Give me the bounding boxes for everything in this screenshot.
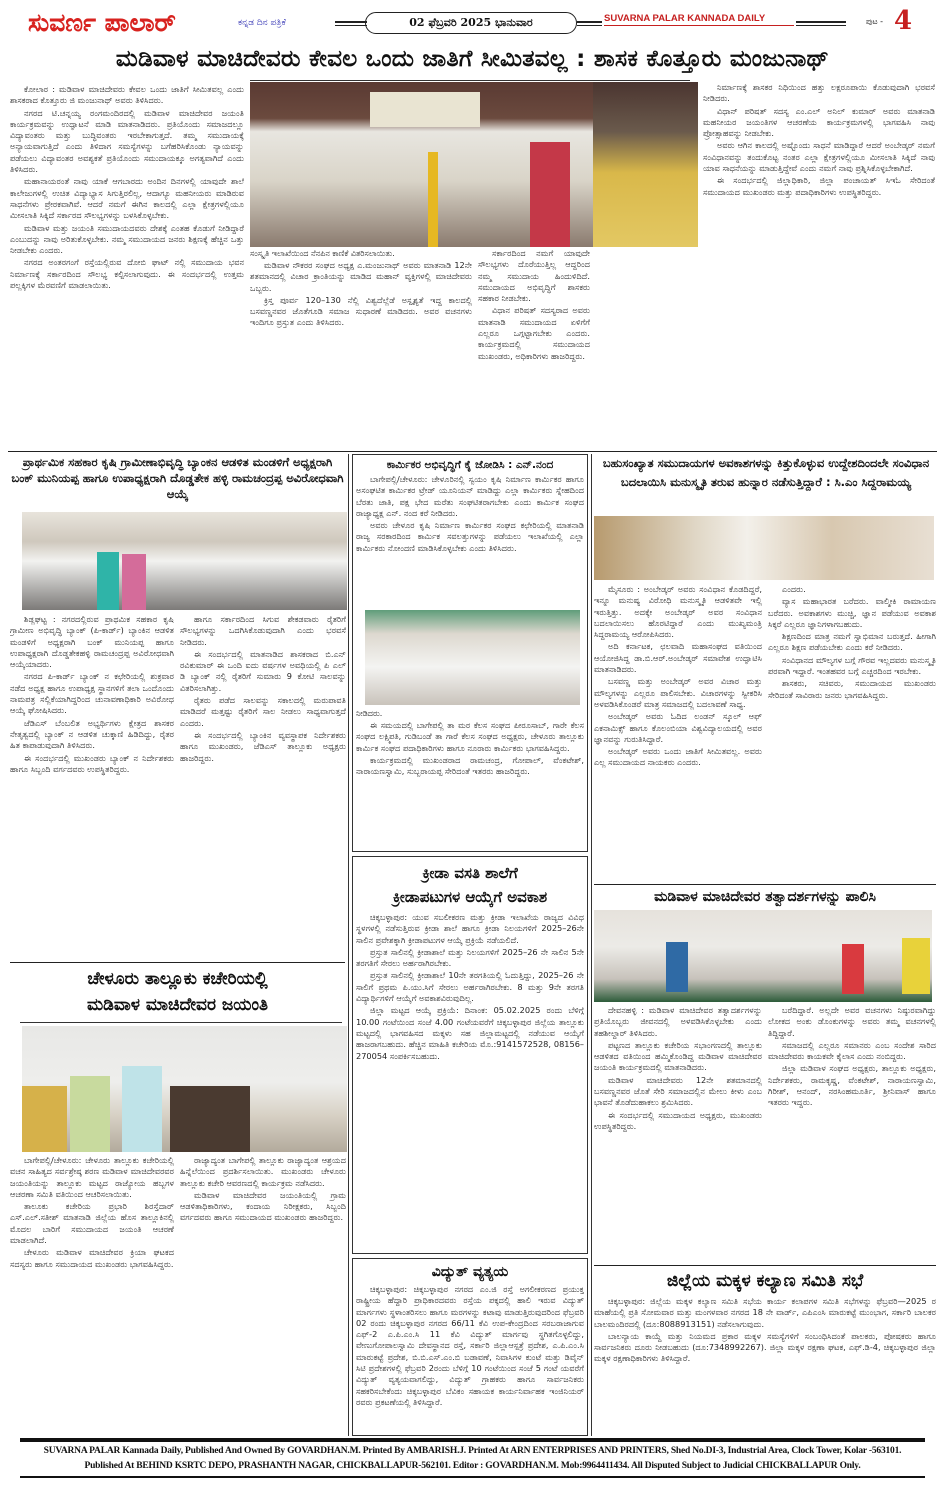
english-paper-name: SUVARNA PALAR KANNADA DAILY [604, 12, 794, 26]
chelur-col-1 [10, 1155, 174, 1436]
paragraph: ಅವರು ಆಗಿನ ಕಾಲದಲ್ಲಿ ಅಷ್ಟೊಂದು ಸಾಧನೆ ಮಾಡಿದ್ದಾರೆ ಆದರೆ ಅಂಬೇಡ್ಕರ್ ನಮಗೆ ಸಂವಿಧಾನವನ್ನು ತಂದುಕೊಟ್ಟ ನಂತರ ಎಲ್ಲಾ ಕ್ಷೇತ್ರಗಳಲ್ಲಿಯೂ ಮೀಸಲಾತಿ ಸಿಕ್ಕಿದೆ ನಾವು ಯಾವ ಸಾಧನೆಯನ್ನು ಮಾಡುತ್ತಿದ್ದೇವೆ ಎಂದು ನಮಗೆ ನಾವು ಪ್ರಶ್ನಿಸಿಕೊಳ್ಳಬೇಕಾಗಿದೆ. [703, 140, 935, 174]
devanahalli-col-2 [768, 1005, 936, 1263]
paragraph: ಅದಿ ಕರ್ನಾಟಕ, ಛಲವಾದಿ ಮಹಾಸಂಘದ ವತಿಯಿಂದ ಆಯೋಜಿಸಿದ್ದ ಡಾ.ಬಿ.ಆರ್.ಅಂಬೇಡ್ಕರ್ ಸಮಾವೇಶ ಉದ್ಘಾಟಿಸಿ ಮಾತನಾಡಿದರು. [594, 641, 762, 675]
banner-shape [370, 92, 480, 127]
page-number: 4 [893, 6, 913, 36]
paragraph: ಜಿಲ್ಲಾ ಮಟ್ಟದ ಆಯ್ಕೆ ಪ್ರಕ್ರಿಯೆ: ದಿನಾಂಕ: 05.02.2025 ರಂದು ಬೆಳಿಗ್ಗೆ 10.00 ಗಂಟೆಯಿಂದ ಸಂಜೆ 4.00 ಗಂಟೆಯವರೆಗೆ ಚಿಕ್ಕಬಳ್ಳಾಪುರ ಜಿಲ್ಲೆಯ ತಾಲ್ಲೂಕು ಮಟ್ಟದಲ್ಲಿ ಭಾಗವಹಿಸದ ಮಕ್ಕಳು ಸಹ ಜಿಲ್ಲಾಮಟ್ಟದಲ್ಲಿ ನಡೆಯುವ ಆಯ್ಕೆಗೆ ಹಾಜರಾಗಬಹುದು. ಹೆಚ್ಚಿನ ಮಾಹಿತಿ ಕಚೇರಿಯ ಮೊ.:9141572528, 08156–270054 ಸಂಪರ್ಕಿಸಬಹುದು. [356, 1005, 584, 1061]
paragraph: ಮೈಸೂರು : ಅಂಬೇಡ್ಕರ್ ಅವರು ಸಂವಿಧಾನ ಕೊಡದಿದ್ದರೆ, ಇನ್ನೂ ಮನುಷ್ಯ ವಿರೋಧಿ ಮನುಸ್ಮೃತಿ ಆಡಳಿತವೇ ಇಲ್ಲಿ ಇರುತ್ತಿತ್ತು. ಅದಕ್ಕೇ ಅಂಬೇಡ್ಕರ್ ಅವರ ಸಂವಿಧಾನ ಬದಲಾಯಿಸಲು ಹೊರಟಿದ್ದಾರೆ ಎಂದು ಮುಖ್ಯಮಂತ್ರಿ ಸಿದ್ದರಾಮಯ್ಯ ಆರೋಪಿಸಿದರು. [594, 584, 762, 640]
saree-shape [97, 552, 119, 610]
paragraph: ನಿರ್ಮಾಣಕ್ಕೆ ಶಾಸಕರ ನಿಧಿಯಿಂದ ಹತ್ತು ಲಕ್ಷರೂಪಾಯಿ ಕೊಡುವುದಾಗಿ ಭರವಸೆ ನೀಡಿದರು. [703, 82, 935, 104]
section-divider [20, 1022, 342, 1023]
bank-col-1 [10, 614, 174, 956]
paragraph: ವ್ಯಾಸ ಮಹಾಭಾರತ ಬರೆದರು. ವಾಲ್ಮೀಕಿ ರಾಮಾಯಣ ಬರೆದರು. ಅವಕಾಶಗಳು ಮುಚ್ಚಿ, ಜ್ಞಾನ ಪಡೆಯುವ ಅವಕಾಶ ಸಿಕ್ಕರೆ ಎಲ್ಲರೂ ಜ್ಞಾನಿಗಳಾಗಬಹುದು. [768, 596, 936, 629]
paragraph: ಚಿಕ್ಕಬಳ್ಳಾಪುರ: ಯುವ ಸಬಲೀಕರಣ ಮತ್ತು ಕ್ರೀಡಾ ಇಲಾಖೆಯ ರಾಜ್ಯದ ವಿವಿಧ ಸ್ಥಳಗಳಲ್ಲಿ ನಡೆಸುತ್ತಿರುವ ಕ್ರೀಡಾ ಶಾಲೆ ಹಾಗೂ ಕ್ರೀಡಾ ನಿಲಯಗಳಿಗೆ 2025–26ನೇ ಸಾಲಿನ ಪ್ರವೇಶಕ್ಕಾಗಿ ಕ್ರೀಡಾಪಟುಗಳ ಆಯ್ಕೆ ಪ್ರಕ್ರಿಯೆ ನಡೆಯಲಿದೆ. [356, 912, 584, 945]
lead-col-1 [10, 84, 244, 446]
paragraph: ಮಡಿವಾಳ ನೌಕರರ ಸಂಘದ ಅಧ್ಯಕ್ಷ ಎ.ಮಂಜುನಾಥ್ ಅವರು ಮಾತನಾಡಿ 12ನೇ ಶತಮಾನದಲ್ಲಿ ವಿಚಾರ ಕ್ರಾಂತಿಯನ್ನು ಮಾಡಿದ ಮಹಾನ್ ವ್ಯಕ್ತಿಗಳಲ್ಲಿ ಮಾಚಿದೇವರು ಒಬ್ಬರು. [250, 260, 472, 293]
labour-intro [356, 474, 584, 608]
section-divider [594, 1265, 936, 1266]
footer-line-1: SUVARNA PALAR Kannada Daily, Published And Owned By GOVARDHAN.M. Printed By AMBARISH.J. Printed At ARN ENTERPRISES AND PRINTERS, Shed No.DI-3, Industrial Area, Clock Tower, Kolar -563101. [43, 1446, 902, 1456]
shirt-shape [902, 938, 930, 994]
chelur-headline-line1: ಚೇಳೂರು ತಾಲ್ಲೂಕು ಕಚೇರಿಯಲ್ಲಿ [87, 969, 268, 989]
bank-col-2 [180, 614, 346, 956]
devanahalli-photo [594, 910, 932, 1002]
cm-col-1 [594, 584, 762, 884]
masthead-logo: ಸುವರ್ಣ ಪಾಲಾರ್ [28, 8, 176, 37]
paragraph: ಮಹಾನಾಯರಂತೆ ನಾವು ಯಾಕೆ ಆಗಬಾರದು ಅಂದಿನ ದಿನಗಳಲ್ಲಿ ಯಾವುದೇ ಶಾಲೆ ಕಾಲೇಜುಗಳಲ್ಲಿ ಉಚಿತ ವಿದ್ಯಾಭ್ಯಾಸ ಸಿಗುತ್ತಿರಲಿಲ್ಲ, ಆದಾಗ್ಯೂ ಮಹನೀಯರು ಮಾಡಿರುವ ಸಾಧನೆಗಳು ಪ್ರೇರಕವಾಗಿವೆ. ಆದರೆ ನಮಗೆ ಈಗಿನ ಕಾಲದಲ್ಲಿ ಎಲ್ಲಾ ಕ್ಷೇತ್ರಗಳಲ್ಲಿಯೂ ಮೀಸಲಾತಿ ಸಿಕ್ಕಿದೆ ಸರ್ಕಾರದ ಸೌಲಭ್ಯಗಳನ್ನು ಬಳಸಿಕೊಳ್ಳಬೇಕು. [10, 176, 244, 221]
chelur-col-2 [180, 1155, 346, 1436]
paragraph: ರಾಜ್ಯಾದ್ಯಂತ ಬಾಗೇಪಲ್ಲಿ ತಾಲ್ಲೂಕು ರಾಜ್ಯಾದ್ಯಂತ ಆಶ್ರಯದ ಹಿನ್ನೆಲೆಯಿಂದ ಪ್ರದರ್ಶಿಸಲಾಯಿತು. ಮುಖಂಡರು ಚೇಳೂರು ತಾಲ್ಲೂಕು ಕಚೇರಿ ಆವರಣದಲ್ಲಿ ಕಾರ್ಯಕ್ರಮ ನಡೆಸಿದರು. [180, 1155, 346, 1188]
paragraph: ಶಿಡ್ಲಘಟ್ಟ : ನಗರದಲ್ಲಿರುವ ಪ್ರಾಥಮಿಕ ಸಹಕಾರ ಕೃಷಿ ಗ್ರಾಮೀಣ ಅಭಿವೃದ್ಧಿ ಬ್ಯಾಂಕ್ (ಪಿ-ಕಾರ್ಡ್) ಬ್ಯಾಂಕಿನ ಆಡಳಿತ ಮಂಡಳಿಗೆ ಅಧ್ಯಕ್ಷರಾಗಿ ಬಂಕ್ ಮುನಿಯಪ್ಪ ಹಾಗೂ ಉಪಾಧ್ಯಕ್ಷರಾಗಿ ದೊಡ್ಡತೇಕಹಳ್ಳಿ ರಾಮಚಂದ್ರಪ್ಪ ಅವಿರೋಧವಾಗಿ ಆಯ್ಕೆಯಾದರು. [10, 614, 174, 670]
devanahalli-headline: ಮಡಿವಾಳ ಮಾಚಿದೇವರ ತತ್ವಾದರ್ಶಗಳನ್ನು ಪಾಲಿಸಿ [654, 889, 876, 905]
sports-headline-line2: ಕ್ರೀಡಾಪಟುಗಳ ಆಯ್ಕೆಗೆ ಅವಕಾಶ [392, 888, 548, 906]
paragraph: ಬಸವಣ್ಣ ಮತ್ತು ಅಂಬೇಡ್ಕರ್ ಅವರ ವಿಚಾರ ಮತ್ತು ಮೌಲ್ಯಗಳನ್ನು ಎಲ್ಲರೂ ಪಾಲಿಸಬೇಕು. ವಿಚಾರಗಳನ್ನು ಸ್ವೀಕರಿಸಿ ಅಳವಡಿಸಿಕೊಂಡರೆ ಮಾತ್ರ ಸಮಾಜದಲ್ಲಿ ಬದಲಾವಣೆ ಸಾಧ್ಯ. [594, 676, 762, 709]
paragraph: ಬಾಗೇಪಲ್ಲಿ/ಚೇಳೂರು: ಚೇಳೂರಿನಲ್ಲಿ ಸ್ವಯಂ ಕೃಷಿ ನಿರ್ಮಾಣ ಕಾರ್ಮಿಕರ ಹಾಗೂ ಅಸಂಘಟಿತ ಕಾರ್ಮಿಕರ ಟ್ರೇಡ್ ಯೂನಿಯನ್ ಮಾಡಿದ್ದು ಎಲ್ಲಾ ಕಾರ್ಮಿಕರು ಸ್ನೇಹದಿಂದ ಬೆರತು ಜಾತಿ, ಪಕ್ಷ ಭೇದ ಮರೆತು ಸಂಘಟಿತರಾಗಬೇಕು ಎಂದು ಕಾರ್ಮಿಕ ಸಂಘದ ರಾಜ್ಯಾಧ್ಯಕ್ಷ ಎನ್. ನಂದ ಕರೆ ನೀಡಿದರು. [356, 474, 584, 518]
lamp-shape [428, 152, 438, 247]
issue-date: 02 ಫೆಬ್ರವರಿ 2025 ಭಾನುವಾರ [365, 12, 577, 34]
lead-photo-lamp-lighting [250, 82, 593, 247]
paragraph: ದೇವನಹಳ್ಳಿ : ಮಡಿವಾಳ ಮಾಚಿದೇವರ ತತ್ವಾದರ್ಶಗಳನ್ನು ಪ್ರತಿಯೊಬ್ಬರು ಜೀವನದಲ್ಲಿ ಅಳವಡಿಸಿಕೊಳ್ಳಬೇಕು ಎಂದು ತಹಶೀಲ್ದಾರ್ ತಿಳಿಸಿದರು. [594, 1005, 762, 1038]
saree-shape [530, 142, 570, 247]
child-welfare-headline: ಜಿಲ್ಲೆಯ ಮಕ್ಕಳ ಕಲ್ಯಾಣ ಸಮಿತಿ ಸಭೆ [666, 1271, 864, 1291]
section-divider [8, 451, 937, 452]
paragraph: ಈ ಸಂದರ್ಭದಲ್ಲಿ ಬ್ಯಾಂಕಿನ ವ್ಯವಸ್ಥಾಪಕ ನಿರ್ದೇಶಕರು ಹಾಗೂ ಮುಖಂಡರು, ಜೆಡಿಎಸ್ ತಾಲ್ಲೂಕು ಅಧ್ಯಕ್ಷರು ಹಾಜರಿದ್ದರು. [180, 729, 346, 763]
paragraph: ಹಾಗೂ ಸರ್ಕಾರದಿಂದ ಸಿಗುವ ಶೇಕಡವಾರು ರೈತರಿಗೆ ಸೌಲಭ್ಯಗಳನ್ನು ಒದಗಿಸಿಕೊಡುವುದಾಗಿ ಎಂದು ಭರವಸೆ ನೀಡಿದರು. [180, 614, 346, 647]
paragraph: ಸಂವಿಧಾನದ ಮೌಲ್ಯಗಳ ಬಗ್ಗೆ ಗೌರವ ಇಲ್ಲದವರು ಮನುಸ್ಮೃತಿ ಪರವಾಗಿ ಇದ್ದಾರೆ. ಇಂತಹವರ ಬಗ್ಗೆ ಎಚ್ಚರದಿಂದ ಇರಬೇಕು. [768, 654, 936, 677]
bank-headline: ಪ್ರಾರ್ಥಮಿಕ ಸಹಕಾರ ಕೃಷಿ ಗ್ರಾಮೀಣಾಭಿವೃದ್ಧಿ ಬ್ಯಾಂಕನ ಆಡಳಿತ ಮಂಡಳಿಗೆ ಅಧ್ಯಕ್ಷರಾಗಿ ಬಂಕ್ ಮುನಿಯಪ್ಪ ಹಾಗೂ ಉಪಾಧ್ಯಕ್ಷರಾಗಿ ದೊಡ್ಡತೇಕ ಹಳ್ಳಿ ರಾಮಚಂದ್ರಪ್ಪ ಅವಿರೋಧವಾಗಿ ಆಯ್ಕೆ [11, 455, 344, 501]
masthead-tagline: ಕನ್ನಡ ದಿನ ಪತ್ರಿಕೆ [238, 18, 286, 28]
paragraph: ಈ ಸಂದರ್ಭದಲ್ಲಿ ಮುಖಂಡರು ಬ್ಯಾಂಕ್ ನ ನಿರ್ದೇಶಕರು ಹಾಗೂ ಸಿಬ್ಬಂದಿ ವರ್ಗದವರು ಉಪಸ್ಥಿತರಿದ್ದರು. [10, 752, 174, 774]
footer-line-2: Published At BEHIND KSRTC DEPO, PRASHANTH NAGAR, CHICKBALLAPUR-562101. Editor : GOVARDHAN.M. Mob:9964411434. All Disputed Subject to Judicial CHICKBALLAPUR Only. [84, 1461, 861, 1471]
cm-headline: ಬಹುಸಂಖ್ಯಾತ ಸಮುದಾಯಗಳ ಅವಕಾಶಗಳನ್ನು ಕಿತ್ತುಕೊಳ್ಳುವ ಉದ್ದೇಶದಿಂದಲೇ ಸಂವಿಧಾನ ಬದಲಾಯಿಸಿ ಮನುಸ್ಮೃತಿ ತರುವ ಹುನ್ನಾರ ನಡೆಸುತ್ತಿದ್ದಾರೆ : ಸಿ.ಎಂ ಸಿದ್ದರಾಮಯ್ಯ [602, 456, 930, 489]
paragraph: ಪಟ್ಟಣದ ತಾಲ್ಲೂಕು ಕಚೇರಿಯ ಸಭಾಂಗಣದಲ್ಲಿ ತಾಲ್ಲೂಕು ಆಡಳಿತದ ವತಿಯಿಂದ ಹಮ್ಮಿಕೊಂಡಿದ್ದ ಮಡಿವಾಳ ಮಾಚಿದೇವರ ಜಯಂತಿ ಕಾರ್ಯಕ್ರಮದಲ್ಲಿ ಮಾತನಾಡಿದರು. [594, 1039, 762, 1073]
lead-headline: ಮಡಿವಾಳ ಮಾಚಿದೇವರು ಕೇವಲ ಒಂದು ಜಾತಿಗೆ ಸೀಮಿತವಲ್ಲ : ಶಾಸಕ ಕೊತ್ತೂರು ಮಂಜುನಾಥ್ [115, 46, 830, 72]
paragraph: ಚೇಳೂರು ಮಡಿವಾಳ ಮಾಚಿದೇವರ ಕ್ರಿಯಾ ಘಟಕದ ಸದಸ್ಯರು ಹಾಗೂ ಸಮುದಾಯದ ಮುಖಂಡರು ಭಾಗವಹಿಸಿದ್ದರು. [10, 1247, 174, 1269]
masthead-rule-left [335, 21, 367, 26]
paragraph: ಅಂಬೇಡ್ಕರ್ ಅವರು ಒಂದು ಜಾತಿಗೆ ಸೀಮಿತವಲ್ಲ. ಅವರು ಎಲ್ಲ ಸಮುದಾಯದ ನಾಯಕರು ಎಂದರು. [594, 746, 762, 768]
cm-col-2 [768, 584, 936, 884]
column-rule [591, 454, 592, 1436]
paragraph: ಬಾಲನ್ಯಾಯ ಕಾಯ್ದೆ ಮತ್ತು ನಿಯಮದ ಪ್ರಕಾರ ಮಕ್ಕಳ ಸಮಸ್ಯೆಗಳಿಗೆ ಸಂಬಂಧಿಸಿದಂತೆ ಪಾಲಕರು, ಪೋಷಕರು ಹಾಗೂ ಸಾರ್ವಜನಿಕರು ದೂರು ನೀಡಬಹುದು (ದೂ:7348992267). ಜಿಲ್ಲಾ ಮಕ್ಕಳ ರಕ್ಷಣಾ ಘಟಕ, ಎಫ್.ಡಿ-4, ಚಿಕ್ಕಬಳ್ಳಾಪುರ ಜಿಲ್ಲಾ ಮಕ್ಕಳ ರಕ್ಷಣಾಧಿಕಾರಿಗಳು ತಿಳಿಸಿದ್ದಾರೆ. [594, 1330, 936, 1364]
paragraph: ಮಡಿವಾಳ ಮತ್ತು ಜಯಂತಿ ಸಮುದಾಯದವರು ದೇಶಕ್ಕೆ ಎಂತಹ ಕೊಡುಗೆ ನೀಡಿದ್ದಾರೆ ಎಂಬುದನ್ನು ನಾವು ಅರಿತುಕೊಳ್ಳಬೇಕು. ನಮ್ಮ ಸಮುದಾಯದ ಜನರು ಶಿಕ್ಷಣಕ್ಕೆ ಹೆಚ್ಚಿನ ಒತ್ತು ನೀಡಬೇಕು ಎಂದರು. [10, 222, 244, 256]
paragraph: ಕ್ರಿಸ್ತ ಪೂರ್ವ 120–130 ನೆಲ್ಲಿ ವಿಶ್ವದೆಲ್ಲೆಡೆ ಅಸ್ಪೃಶ್ಯತೆ ಇದ್ದ ಕಾಲದಲ್ಲಿ ಬಸವಣ್ಣನವರ ಜೊತೆಗೂಡಿ ಸಮಾಜ ಸುಧಾರಣೆ ಮಾಡಿದರು. ಅವರ ವಚನಗಳು ಇಂದಿಗೂ ಪ್ರಸ್ತುತ ಎಂದು ತಿಳಿಸಿದರು. [250, 294, 472, 328]
paragraph: ಪ್ರಸ್ತುತ ಸಾಲಿನಲ್ಲಿ ಕ್ರೀಡಾಶಾಲೆ 10ನೇ ತರಗತಿಯಲ್ಲಿ ಓದುತ್ತಿದ್ದು, 2025–26 ನೇ ಸಾಲಿಗೆ ಪ್ರಥಮ ಪಿ.ಯು.ಸಿಗೆ ಸೇರಲು ಅರ್ಹರಾಗಿರಬೇಕು. 8 ಮತ್ತು 9ನೇ ತರಗತಿ ವಿದ್ಯಾರ್ಥಿಗಳಿಗೆ ಆಯ್ಕೆಗೆ ಅವಕಾಶವಿರುವುದಿಲ್ಲ. [356, 970, 584, 1004]
lead-rule [250, 80, 690, 81]
paragraph: ಬಾಗೇಪಲ್ಲಿ/ಚೇಳೂರು: ಚೇಳೂರು ತಾಲ್ಲೂಕು ಕಚೇರಿಯಲ್ಲಿ ವಚನ ಸಾಹಿತ್ಯದ ಸರ್ವಶ್ರೇಷ್ಠ ಶರಣ ಮಡಿವಾಳ ಮಾಚಿದೇವರವರ ಜಯಂತಿಯನ್ನು ತಾಲ್ಲೂಕು ಮಟ್ಟದ ರಾಜ್ಯೋಯ ಹಬ್ಬಗಳ ಆಚರಣಾ ಸಮಿತಿ ವತಿಯಿಂದ ಆಚರಿಸಲಾಯಿತು. [10, 1155, 174, 1199]
labour-headline: ಕಾರ್ಮಿಕರ ಅಭಿವೃದ್ಧಿಗೆ ಕೈ ಜೋಡಿಸಿ : ಎನ್.ನಂದ [386, 459, 554, 471]
paragraph: ವಿಧಾನ್ ಪರಿಷತ್ ಸದಸ್ಯ ಎಂ.ಎಲ್ ಅನಿಲ್ ಕುಮಾರ್ ಅವರು ಮಾತನಾಡಿ ಮಹನೀಯರ ಜಯಂತಿಗಳ ಆಚರಣೆಯ ಕಾರ್ಯಕ್ರಮಗಳಲ್ಲಿ ಭಾಗವಹಿಸಿ ನಾವು ಪ್ರೋತ್ಸಾಹವನ್ನು ನೀಡಬೇಕು. [703, 105, 935, 139]
labour-body [356, 720, 584, 848]
saree-shape [22, 1086, 67, 1152]
paragraph: ಈ ಸಂದರ್ಭದಲ್ಲಿ ಮಾತನಾಡಿದ ಶಾಸಕರಾದ ಬಿ.ಎನ್ ರವಿಕುಮಾರ್ ಈ ಒಂದಿ ಐದು ವರ್ಷಗಳ ಅವಧಿಯಲ್ಲಿ ಪಿ ಎಲ್ ಡಿ ಬ್ಯಾಂಕ್ ನಲ್ಲಿ ರೈತರಿಗೆ ಸುಮಾರು 9 ಕೋಟಿ ಸಾಲವನ್ನು ವಿತರಿಸಲಾಗಿತ್ತು. [180, 648, 346, 693]
paragraph: ಅಂಬೇಡ್ಕರ್ ಅವರು ಓದಿದ ಲಂಡನ್ ಸ್ಕೂಲ್ ಆಫ್ ಎಕನಾಮಿಕ್ಸ್ ಹಾಗೂ ಕೊಲಂಬಿಯಾ ವಿಶ್ವವಿದ್ಯಾಲಯದಲ್ಲಿ ಅವರ ಜ್ಞಾನವನ್ನು ಗುರುತಿಸಿದ್ದಾರೆ. [594, 711, 762, 744]
paragraph: ಈ ಸಮಯದಲ್ಲಿ ಬಾಗೇಪಲ್ಲಿ ತಾ ಮರ ಕೆಲಸ ಸಂಘದ ಪೀರೂಸಾಬ್, ಗಾರೇ ಕೆಲಸ ಸಂಘದ ಲಕ್ಷ್ಮಿಪತಿ, ಗುಡಿಬಂಡೆ ತಾ ಗಾರೆ ಕೆಲಸ ಸಂಘದ ಅಧ್ಯಕ್ಷರು, ಚೇಳೂರು ತಾಲ್ಲೂಕು ಕಾರ್ಮಿಕ ಸಂಘದ ಪದಾಧಿಕಾರಿಗಳು ಹಾಗೂ ನೂರಾರು ಕಾರ್ಮಿಕರು ಭಾಗವಹಿಸಿದ್ದರು. [356, 720, 584, 753]
lead-photo-women [593, 82, 698, 247]
paragraph: ರೈತರು ಪಡೆದ ಸಾಲವನ್ನು ಸಕಾಲದಲ್ಲಿ ಮರುಪಾವತಿ ಮಾಡಿದರೆ ಮತ್ತಷ್ಟು ರೈತರಿಗೆ ಸಾಲ ನೀಡಲು ಸಾಧ್ಯವಾಗುತ್ತದೆ ಎಂದರು. [180, 695, 346, 728]
masthead-rule-right [796, 21, 846, 26]
paragraph: ಚಿಕ್ಕಬಳ್ಳಾಪುರ: ಚಿಕ್ಕಬಳ್ಳಾಪುರ ನಗರದ ಎಂ.ಜಿ ರಸ್ತೆ ಅಗಲೀಕರಣದ ಪ್ರಯುಕ್ತ ರಾಷ್ಟ್ರೀಯ ಹೆದ್ದಾರಿ ಪ್ರಾಧಿಕಾರದವರು ರಸ್ತೆಯ ಪಕ್ಕದಲ್ಲಿ ಹಾಲಿ ಇರುವ ವಿದ್ಯುತ್ ಮಾರ್ಗಗಳು ಸ್ಥಳಾಂತರಿಸಲು ಹಾಗೂ ಮರಗಳನ್ನು ಕಟಾವು ಮಾಡುತ್ತಿರುವುದರಿಂದ ಫೆಬ್ರವರಿ 02 ರಂದು ಚಿಕ್ಕಬಳ್ಳಾಪುರ ನಗರದ 66/11 ಕೆವಿ ಉಪ-ಕೇಂದ್ರದಿಂದ ಸರಬರಾಜಾಗುವ ಎಫ್-2 ಎ.ಪಿ.ಎಂ.ಸಿ 11 ಕೆವಿ ವಿದ್ಯುತ್ ಮಾರ್ಗವು ಸ್ಥಗಿತಗೊಳ್ಳಲಿದ್ದು, ವೇಣುಗೋಪಾಲಸ್ವಾಮಿ ದೇವಸ್ಥಾನದ ರಸ್ತೆ, ಸರ್ಕಾರಿ ಜಿಲ್ಲಾಆಸ್ಪತ್ರೆ ಪ್ರದೇಶ, ಎ.ಪಿ.ಎಂ.ಸಿ ಮಾರುಕಟ್ಟೆ ಪ್ರದೇಶ, ಬಿ.ಬಿ.ಎಸ್.ಎಂ.ಬಿ ಬಡಾವಣೆ, ನಿವಾಸಿಗಳ ಕುಂಟೆ ಮತ್ತು ಡಿವೈನ್ ಸಿಟಿ ಪ್ರದೇಶಗಳಲ್ಲಿ ಫೆಬ್ರವರಿ 2ರಂದು ಬೆಳಿಗ್ಗೆ 10 ಗಂಟೆಯಿಂದ ಸಂಜೆ 5 ಗಂಟೆ ಯವರೆಗೆ ವಿದ್ಯುತ್ ವ್ಯತ್ಯಯವಾಗಲಿದ್ದು, ವಿದ್ಯುತ್ ಗ್ರಾಹಕರು ಹಾಗೂ ಸಾರ್ವಜನಿಕರು ಸಹಕರಿಸಬೇಕೆಂದು ಚಿಕ್ಕಬಳ್ಳಾಪುರ ಬೆವಿಕಂ ಸಹಾಯಕ ಕಾರ್ಯನಿರ್ವಾಹಕ ಇಂಜಿನಿಯರ್ ರವರು ಪ್ರಕಟಣೆಯಲ್ಲಿ ತಿಳಿಸಿದ್ದಾರೆ. [356, 1284, 584, 1407]
column-rule [348, 454, 349, 1436]
paragraph: ಸರ್ಕಾರದಿಂದ ನಮಗೆ ಯಾವುದೇ ಸೌಲಭ್ಯಗಳು ದೊರೆಯುತ್ತಿಲ್ಲ ಆದ್ದರಿಂದ ನಮ್ಮ ಸಮುದಾಯ ಹಿಂದುಳಿದಿದೆ. ಸಮುದಾಯದ ಅಭಿವೃದ್ಧಿಗೆ ಶಾಸಕರು ಸಹಕಾರ ನೀಡಬೇಕು. [478, 248, 590, 304]
paragraph: ಎಂದರು. [782, 584, 806, 594]
section-divider [10, 962, 345, 963]
paragraph: ಕೋಲಾರ : ಮಡಿವಾಳ ಮಾಚಿದೇವರು ಕೇವಲ ಒಂದು ಜಾತಿಗೆ ಸೀಮಿತವಲ್ಲ ಎಂದು ಶಾಸಕರಾದ ಕೊತ್ತೂರು ಜಿ ಮಂಜುನಾಥ್ ಅವರು ತಿಳಿಸಿದರು. [10, 84, 244, 106]
power-body [356, 1284, 584, 1434]
paragraph: ಮಡಿವಾಳ ಮಾಚಿದೇವರ ಜಯಂತಿಯಲ್ಲಿ ಗ್ರಾಮ ಆಡಳಿತಾಧಿಕಾರಿಗಳು, ಕಂದಾಯ ನಿರೀಕ್ಷಕರು, ಸಿಬ್ಬಂದಿ ವರ್ಗದವರು ಹಾಗೂ ಸಮುದಾಯದ ಮುಖಂಡರು ಹಾಜರಿದ್ದರು. [180, 1189, 346, 1223]
lead-col-4 [703, 82, 935, 448]
paragraph: ಶಾಸಕರು, ಸಚಿವರು, ಸಮುದಾಯದ ಮುಖಂಡರು ಸೇರಿದಂತೆ ಸಾವಿರಾರು ಜನರು ಭಾಗವಹಿಸಿದ್ದರು. [768, 678, 936, 700]
paragraph: ಬರೆದಿದ್ದಾರೆ. ಅಲ್ಲದೇ ಅವರ ವಚನಗಳು ನಿಷ್ಠುರವಾಗಿದ್ದು ಲೋಕದ ಅಂಕು ಡೊಂಕುಗಳನ್ನು ಅವರು ತಮ್ಮ ವಚನಗಳಲ್ಲಿ ತಿದ್ದಿದ್ದಾರೆ. [768, 1005, 936, 1038]
table-shape [170, 1086, 250, 1152]
paragraph: ಜಿಲ್ಲಾ ಮಡಿವಾಳ ಸಂಘದ ಅಧ್ಯಕ್ಷರು, ತಾಲ್ಲೂಕು ಅಧ್ಯಕ್ಷರು, ನಿರ್ದೇಶಕರು, ರಾಮಕೃಷ್ಣ, ವೆಂಕಟೇಶ್, ನಾರಾಯಣಸ್ವಾಮಿ, ಗಿರೀಶ್, ಆನಂದ್, ನರಸಿಂಹಮೂರ್ತಿ, ಶ್ರೀನಿವಾಸ್ ಹಾಗೂ ಇತರರು ಇದ್ದರು. [768, 1063, 936, 1108]
paragraph: ಈ ಸಂದರ್ಭದಲ್ಲಿ ಸಮುದಾಯದ ಅಧ್ಯಕ್ಷರು, ಮುಖಂಡರು ಉಪಸ್ಥಿತರಿದ್ದರು. [594, 1109, 762, 1131]
footer-rule-top [20, 1438, 925, 1442]
paragraph: ಈ ಸಂದರ್ಭದಲ್ಲಿ ಜಿಲ್ಲಾಧಿಕಾರಿ, ಜಿಲ್ಲಾ ಪಂಚಾಯತ್ ಸಿಇಓ ಸೇರಿದಂತೆ ಸಮುದಾಯದ ಮುಖಂಡರು ಮತ್ತು ಪದಾಧಿಕಾರಿಗಳು ಉಪಸ್ಥಿತರಿದ್ದರು. [703, 175, 935, 197]
lead-photo-caption: ಸಂಸ್ಕೃತಿ ಇಲಾಖೆಯಿಂದ ನೆನಪಿನ ಕಾಣಿಕೆ ವಿತರಿಸಲಾಯಿತು. [250, 249, 395, 258]
shirt-shape [666, 942, 688, 992]
masthead-rule-mid [577, 21, 602, 26]
section-divider [594, 884, 936, 885]
footer-rule-bottom [20, 1476, 925, 1478]
paragraph: ವಿಧಾನ ಪರಿಷತ್ ಸದಸ್ಯರಾದ ಅವರು ಮಾತನಾಡಿ ಸಮುದಾಯದ ಏಳಿಗೆಗೆ ಎಲ್ಲರೂ ಒಗ್ಗಟ್ಟಾಗಬೇಕು ಎಂದರು. ಕಾರ್ಯಕ್ರಮದಲ್ಲಿ ಸಮುದಾಯದ ಮುಖಂಡರು, ಅಧಿಕಾರಿಗಳು ಹಾಜರಿದ್ದರು. [478, 305, 590, 361]
sports-headline-line1: ಕ್ರೀಡಾ ವಸತಿ ಶಾಲೆಗೆ [422, 864, 518, 882]
labour-photo [365, 610, 580, 705]
paragraph: ಪ್ರಸ್ತುತ ಸಾಲಿನಲ್ಲಿ ಕ್ರೀಡಾಶಾಲೆ ಮತ್ತು ನಿಲಯಗಳಿಗೆ 2025–26 ನೇ ಸಾಲಿನ 5ನೇ ತರಗತಿಗೆ ಸೇರಲು ಅರ್ಹರಾಗಿರಬೇಕು. [356, 946, 584, 969]
paragraph: ಮಡಿವಾಳ ಮಾಚಿದೇವರು 12ನೇ ಶತಮಾನದಲ್ಲಿ ಬಸವಣ್ಣನವರ ಜೊತೆ ಸೇರಿ ಸಮಾಜದಲ್ಲಿನ ಮೇಲು ಕೀಳು ಎಂಬ ಭಾವನೆ ತೊಡೆದುಹಾಕಲು ಶ್ರಮಿಸಿದರು. [594, 1074, 762, 1108]
chelur-photo [22, 1026, 347, 1152]
paragraph: ಶಿಕ್ಷಣದಿಂದ ಮಾತ್ರ ನಮಗೆ ಸ್ವಾಭಿಮಾನ ಬರುತ್ತದೆ. ಹೀಗಾಗಿ ಎಲ್ಲರೂ ಶಿಕ್ಷಣ ಪಡೆಯಬೇಕು ಎಂದು ಕರೆ ನೀಡಿದರು. [768, 631, 936, 653]
shirt-shape [842, 944, 864, 994]
paragraph: ನಗರದ ಪಿ-ಕಾರ್ಡ್ ಬ್ಯಾಂಕ್ ನ ಕಛೇರಿಯಲ್ಲಿ ಶುಕ್ರವಾರ ನಡೆದ ಅಧ್ಯಕ್ಷ ಹಾಗೂ ಉಪಾಧ್ಯಕ್ಷ ಸ್ಥಾನಗಳಿಗೆ ತಲಾ ಒಂದೊಂದು ನಾಮಪತ್ರ ಸಲ್ಲಿಕೆಯಾಗಿದ್ದರಿಂದ ಚುನಾವಣಾಧಿಕಾರಿ ಅವಿರೋಧ ಆಯ್ಕೆ ಘೋಷಿಸಿದರು. [10, 671, 174, 716]
paragraph: ಕಾರ್ಯಕ್ರಮದಲ್ಲಿ ಮುಖಂಡರಾದ ರಾಮಚಂದ್ರ, ಗೋಪಾಲ್, ವೆಂಕಟೇಶ್, ನಾರಾಯಣಸ್ವಾಮಿ, ಸುಬ್ಬರಾಯಪ್ಪ ಸೇರಿದಂತೆ ಇತರರು ಹಾಜರಿದ್ದರು. [356, 754, 584, 777]
page-label: ಪುಟ - [865, 17, 883, 26]
paragraph: ಸಮಾಜದಲ್ಲಿ ಎಲ್ಲರೂ ಸಮಾನರು ಎಂಬ ಸಂದೇಶ ಸಾರಿದ ಮಾಚಿದೇವರು ಕಾಯಕವೇ ಕೈಲಾಸ ಎಂದು ನಂಬಿದ್ದರು. [768, 1039, 936, 1062]
lead-col-2 [250, 260, 472, 450]
paragraph: ನಗರದ ಅಂತರಗಂಗೆ ರಸ್ತೆಯಲ್ಲಿರುವ ದೋಬಿ ಘಾಟ್ ನಲ್ಲಿ ಸಮುದಾಯ ಭವನ ನಿರ್ಮಾಣಕ್ಕೆ ಸರ್ಕಾರದಿಂದ ಸೌಲಭ್ಯ ಕಲ್ಪಿಸಲಾಗುವುದು. ಈ ಸಂದರ್ಭದಲ್ಲಿ ಉತ್ತಮ ಪಲ್ಲಕ್ಕಿಗಳ ಮೆರವಣಿಗೆ ಮಾಡಲಾಯಿತು. [10, 257, 244, 291]
paragraph: ತಾಲೂಕು ಕಚೇರಿಯ ಪ್ರಭಾರಿ ಶಿರಸ್ತೆದಾರ್ ಎಸ್.ಎಲ್.ಸತೀಶ್ ಮಾತನಾಡಿ ಜಿಲ್ಲೆಯ ಹೊಸ ತಾಲ್ಲೂಕಿನಲ್ಲಿ ಮೊದಲ ಬಾರಿಗೆ ಸಮುದಾಯದ ಜಯಂತಿ ಆಚರಣೆ ಮಾಡಲಾಗಿದೆ. [10, 1201, 174, 1246]
sports-body [356, 912, 584, 1250]
child-welfare-body [594, 1296, 936, 1436]
lead-col-3 [478, 248, 590, 448]
cm-photo [594, 516, 934, 580]
paragraph: ಜೆಡಿಎಸ್ ಬೆಂಬಲಿತ ಅಭ್ಯರ್ಥಿಗಳು ಕ್ಷೇತ್ರದ ಶಾಸಕರ ನೇತೃತ್ವದಲ್ಲಿ ಬ್ಯಾಂಕ್ ನ ಆಡಳಿತ ಚುಕ್ಕಾಣಿ ಹಿಡಿದಿದ್ದು, ರೈತರ ಹಿತ ಕಾಪಾಡುವುದಾಗಿ ತಿಳಿಸಿದರು. [10, 717, 174, 751]
power-headline: ವಿದ್ಯುತ್ ವ್ಯತ್ಯಯ [431, 1264, 509, 1280]
saree-shape [122, 554, 146, 610]
paragraph: ಅವರು ಚೇಳೂರ ಕೃಷಿ ನಿರ್ಮಾಣ ಕಾರ್ಮಿಕರ ಸಂಘದ ಕಛೇರಿಯಲ್ಲಿ ಮಾತನಾಡಿ ರಾಜ್ಯ ಸರಕಾರದಿಂದ ಕಾರ್ಮಿಕ ಸವಲತ್ತುಗಳನ್ನು ಪಡೆಯಲು ಇಲಾಖೆಯಲ್ಲಿ ಎಲ್ಲಾ ಕಾರ್ಮಿಕರು ನೋಂದಣಿ ಮಾಡಿಸಿಕೊಳ್ಳಬೇಕು ಎಂದು ತಿಳಿಸಿದರು. [356, 520, 584, 553]
labour-photo-caption: ನೀಡಿದರು. [356, 709, 383, 718]
devanahalli-col-1 [594, 1005, 762, 1263]
shawl-shape [122, 1066, 162, 1152]
paragraph: ನಗರದ ಟಿ.ಚನ್ನಯ್ಯ ರಂಗಮಂದಿರದಲ್ಲಿ ಮಡಿವಾಳ ಮಾಚಿದೇವರ ಜಯಂತಿ ಕಾರ್ಯಕ್ರಮವನ್ನು ಉದ್ಘಾಟನೆ ಮಾಡಿ ಮಾತನಾಡಿದರು. ಪ್ರತಿಯೊಂದು ಸಮಾಜದಲ್ಲೂ ವಿದ್ಯಾವಂತರು ಮತ್ತು ಬುದ್ಧಿವಂತರು ಇರಬೇಕಾಗುತ್ತದೆ. ತಮ್ಮ ಸಮುದಾಯಕ್ಕೆ ಅನ್ಯಾಯವಾಗುತ್ತಿದೆ ಎಂದು ತಿಳಿದಾಗ ಸಮಸ್ಯೆಗಳನ್ನು ಬಗೆಹರಿಸಿಕೊಂಡು ನ್ಯಾಯವನ್ನು ಪಡೆಯಲು ವಿದ್ಯಾವಂತರ ಅವಶ್ಯಕತೆ ಪ್ರತಿಯೊಂದು ಸಮುದಾಯಕ್ಕೂ ಅಗತ್ಯವಾಗಿದೆ ಎಂದು ತಿಳಿಸಿದರು. [10, 107, 244, 175]
chelur-headline-line2: ಮಡಿವಾಳ ಮಾಚಿದೇವರ ಜಯಂತಿ [86, 995, 269, 1015]
bank-photo [22, 512, 347, 610]
shirt-shape [70, 1076, 110, 1152]
paragraph: ಚಿಕ್ಕಬಳ್ಳಾಪುರ: ಜಿಲ್ಲೆಯ ಮಕ್ಕಳ ಕಲ್ಯಾಣ ಸಮಿತಿ ಸಭೆಯ ಕಾರ್ಯ ಕಲಾಪಗಳ ಸಮಿತಿ ಸಭೆಗಳನ್ನು ಫೆಬ್ರವರಿ—2025 ರ ಮಾಹೆಯಲ್ಲಿ ಪ್ರತಿ ಸೋಮವಾರ ಮತ್ತು ಮಂಗಳವಾರ ನಗರದ 18 ನೇ ವಾರ್ಡ್, ಎಪಿಎಂಸಿ ಮಾರುಕಟ್ಟೆ ಮುಂಭಾಗ, ಸರ್ಕಾರಿ ಬಾಲಕರ ಬಾಲಮಂದಿರದಲ್ಲಿ (ದೂ:8088913151) ನಡೆಸಲಾಗುವುದು. [594, 1296, 936, 1329]
